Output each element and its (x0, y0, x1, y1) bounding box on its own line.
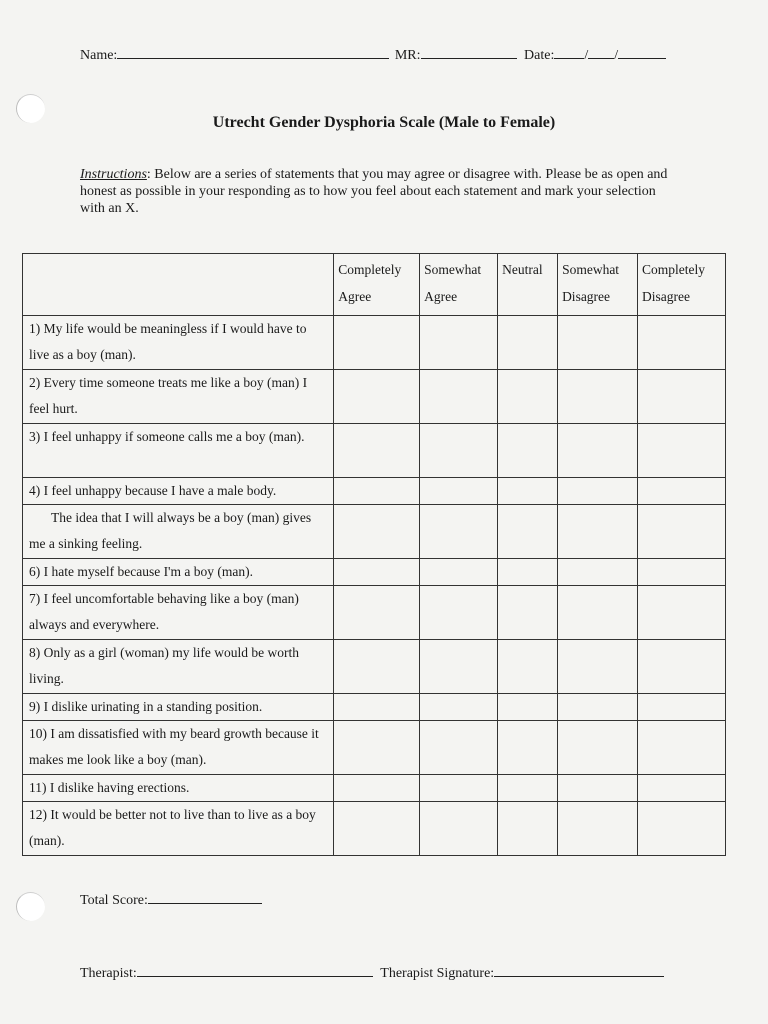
rating-cell[interactable] (498, 694, 558, 721)
rating-cell[interactable] (420, 424, 498, 478)
rating-cell[interactable] (420, 694, 498, 721)
rating-cell[interactable] (498, 559, 558, 586)
mr-label: MR: (394, 48, 421, 63)
total-score-field[interactable] (148, 889, 262, 904)
rating-cell[interactable] (420, 478, 498, 505)
statement-cell: 12) It would be better not to live than to live as a boy (man). (23, 802, 334, 856)
instructions-label: Instructions (80, 167, 147, 182)
table-row (23, 505, 726, 559)
date-label: Date: (524, 48, 555, 63)
therapist-field[interactable] (137, 962, 373, 977)
table-row (23, 586, 726, 640)
rating-cell[interactable] (558, 640, 638, 694)
rating-cell[interactable] (498, 424, 558, 478)
form-title: Utrecht Gender Dysphoria Scale (Male to Female) (212, 114, 556, 131)
rating-cell[interactable] (498, 586, 558, 640)
rating-cell[interactable] (334, 802, 420, 856)
rating-cell[interactable] (558, 316, 638, 370)
table-row (23, 802, 726, 856)
rating-cell[interactable] (334, 694, 420, 721)
rating-cell[interactable] (420, 559, 498, 586)
rating-cell[interactable] (638, 424, 726, 478)
rating-cell[interactable] (334, 640, 420, 694)
rating-cell[interactable] (558, 694, 638, 721)
rating-cell[interactable] (638, 370, 726, 424)
table-row (23, 370, 726, 424)
rating-cell[interactable] (420, 586, 498, 640)
name-label: Name: (80, 48, 118, 63)
column-header: Somewhat Disagree (558, 254, 638, 316)
rating-cell[interactable] (558, 586, 638, 640)
rating-cell[interactable] (558, 721, 638, 775)
patient-header (80, 44, 666, 64)
table-row (23, 775, 726, 802)
statement-cell: 9) I dislike urinating in a standing position. (23, 694, 334, 721)
date-separator: / (614, 48, 619, 63)
signature-field[interactable] (494, 962, 664, 977)
rating-cell[interactable] (420, 640, 498, 694)
statement-header (23, 254, 334, 316)
statement-cell: 11) I dislike having erections. (23, 775, 334, 802)
table-row (23, 478, 726, 505)
column-header: Somewhat Agree (420, 254, 498, 316)
rating-cell[interactable] (498, 640, 558, 694)
binder-hole (16, 892, 45, 921)
rating-cell[interactable] (420, 721, 498, 775)
rating-cell[interactable] (638, 640, 726, 694)
statement-cell: 8) Only as a girl (woman) my life would be worth living. (23, 640, 334, 694)
rating-cell[interactable] (638, 316, 726, 370)
table-row (23, 694, 726, 721)
column-header: Completely Disagree (638, 254, 726, 316)
rating-cell[interactable] (334, 505, 420, 559)
table-header-row (23, 254, 726, 316)
statement-cell: 7) I feel uncomfortable behaving like a boy (man) always and everywhere. (23, 586, 334, 640)
rating-table (22, 253, 726, 856)
rating-cell[interactable] (334, 586, 420, 640)
date-separator: / (584, 48, 589, 63)
table-row (23, 316, 726, 370)
rating-cell[interactable] (558, 424, 638, 478)
rating-cell[interactable] (638, 586, 726, 640)
rating-cell[interactable] (498, 505, 558, 559)
rating-cell[interactable] (558, 559, 638, 586)
total-score-label: Total Score: (80, 893, 148, 908)
rating-cell[interactable] (498, 478, 558, 505)
mr-field[interactable] (421, 44, 517, 59)
table-row (23, 721, 726, 775)
rating-cell[interactable] (638, 478, 726, 505)
rating-cell[interactable] (498, 802, 558, 856)
name-field[interactable] (117, 44, 389, 59)
rating-cell[interactable] (334, 478, 420, 505)
statement-cell: 4) I feel unhappy because I have a male body. (23, 478, 334, 505)
statement-cell: 6) I hate myself because I'm a boy (man). (23, 559, 334, 586)
rating-cell[interactable] (334, 370, 420, 424)
date-year-field[interactable] (618, 44, 666, 59)
statement-cell: 1) My life would be meaningless if I would have to live as a boy (man). (23, 316, 334, 370)
rating-cell[interactable] (638, 721, 726, 775)
rating-cell[interactable] (420, 505, 498, 559)
column-header: Completely Agree (334, 254, 420, 316)
total-score (80, 889, 262, 909)
rating-cell[interactable] (638, 694, 726, 721)
statement-cell: 3) I feel unhappy if someone calls me a boy (man). (23, 424, 334, 478)
rating-cell[interactable] (420, 370, 498, 424)
rating-cell[interactable] (498, 316, 558, 370)
rating-cell[interactable] (334, 775, 420, 802)
column-header: Neutral (498, 254, 558, 316)
rating-cell[interactable] (420, 316, 498, 370)
signature-label: Therapist Signature: (380, 966, 495, 981)
rating-cell[interactable] (420, 775, 498, 802)
statement-cell: 10) I am dissatisfied with my beard growth because it makes me look like a boy (man). (23, 721, 334, 775)
therapist-footer (80, 962, 664, 982)
rating-cell[interactable] (638, 505, 726, 559)
date-month-field[interactable] (554, 44, 584, 59)
rating-cell[interactable] (638, 775, 726, 802)
statement-cell: The idea that I will always be a boy (man) gives me a sinking feeling. (23, 505, 334, 559)
instructions-text: : Below are a series of statements that you may agree or disagree with. Please be as open and honest as possible in your responding as to how you feel about each statement and mark your selection with an X. (80, 167, 668, 216)
table-row (23, 640, 726, 694)
rating-cell[interactable] (558, 478, 638, 505)
date-day-field[interactable] (588, 44, 614, 59)
rating-cell[interactable] (334, 424, 420, 478)
rating-cell[interactable] (334, 316, 420, 370)
rating-cell[interactable] (558, 505, 638, 559)
instructions (80, 166, 680, 217)
rating-cell[interactable] (498, 721, 558, 775)
rating-cell[interactable] (334, 559, 420, 586)
rating-cell[interactable] (558, 802, 638, 856)
rating-cell[interactable] (420, 802, 498, 856)
rating-cell[interactable] (558, 775, 638, 802)
table-row (23, 424, 726, 478)
rating-cell[interactable] (334, 721, 420, 775)
rating-cell[interactable] (558, 370, 638, 424)
rating-cell[interactable] (638, 559, 726, 586)
statement-cell: 2) Every time someone treats me like a boy (man) I feel hurt. (23, 370, 334, 424)
therapist-label: Therapist: (80, 966, 137, 981)
rating-cell[interactable] (498, 775, 558, 802)
rating-cell[interactable] (498, 370, 558, 424)
table-row (23, 559, 726, 586)
rating-cell[interactable] (638, 802, 726, 856)
